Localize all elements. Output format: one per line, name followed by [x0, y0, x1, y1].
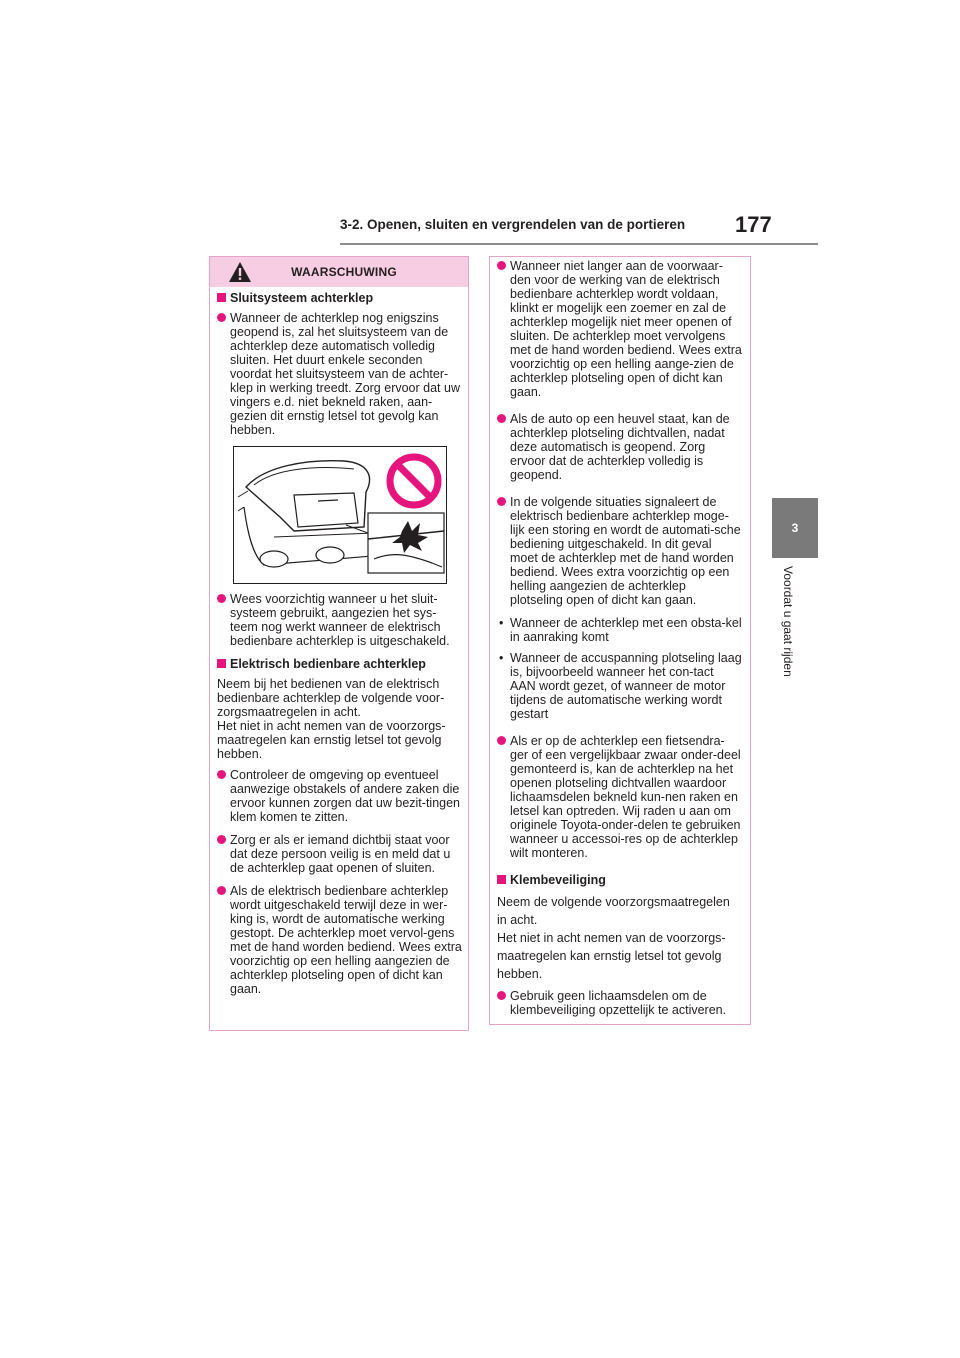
intro-paragraph: Neem bij het bedienen van de elektrisch bedienbare achterklep de volgende voor-zorgsmaatregelen in acht.	[217, 677, 445, 719]
warning-panel-left	[209, 256, 469, 1031]
section-heading-klem: Klembeveiliging	[497, 873, 742, 887]
list-item: Als de elektrisch bedienbare achterklep wordt uitgeschakeld terwijl deze in wer-king is, wordt de automatische werking gestopt. De achterklep moet vervol-gens met de hand worden bediend. Wees extra voorzichtig op een helling aangezien de achterklep plotseling open of dicht kan gaan.	[217, 884, 462, 996]
list-item: Zorg er als er iemand dichtbij staat voor dat deze persoon veilig is en meld dat u de achterklep gaat openen of sluiten.	[217, 833, 462, 875]
sub-list-item: • Wanneer de achterklep met een obsta-kel in aanraking komt	[497, 616, 742, 644]
warning-title: WAARSCHUWING	[291, 265, 397, 279]
warning-triangle-icon	[228, 261, 252, 283]
chapter-number: 3	[791, 521, 799, 535]
intro-paragraph: Neem de volgende voorzorgsmaatregelen in acht.	[497, 895, 730, 927]
tailgate-illustration-svg	[234, 447, 446, 583]
list-item: Controleer de omgeving op eventueel aanwezige obstakels of andere zaken die ervoor kunnen zorgen dat uw bezit-tingen klem komen te zitten.	[217, 768, 462, 824]
tailgate-warning-illustration	[233, 446, 447, 584]
list-item: In de volgende situaties signaleert de elektrisch bedienbare achterklep moge-lijk een storing en wordt de automati-sche bediening uitgeschakeld. In dit geval moet de achterklep met de hand worden bediend. Wees extra voorzichtig op een helling aangezien de achterklep plotseling open of dicht kan gaan.	[497, 495, 742, 607]
list-item: Wanneer niet langer aan de voorwaar-den voor de werking van de elektrisch bedienbare achterklep wordt voldaan, klinkt er mogelijk een zoemer en zal de achterklep mogelijk niet meer openen of sluiten. De achterklep moet vervolgens met de hand worden bediend. Wees extra voorzichtig op een helling aange-zien de achterklep plotseling open of dicht kan gaan.	[497, 259, 742, 399]
warning-panel-right	[489, 256, 751, 1025]
header-divider	[340, 243, 818, 245]
intro-paragraph-2: Het niet in acht nemen van de voorzorgs-maatregelen kan ernstig letsel tot gevolg hebben.	[497, 931, 726, 981]
list-item: Wees voorzichtig wanneer u het sluit-systeem gebruikt, aangezien het sys-teem nog werkt wanneer de elektrisch bedienbare achterklep is uitgeschakeld.	[217, 592, 462, 648]
page-number: 177	[735, 212, 772, 237]
section-heading-sluitsysteem: Sluitsysteem achterklep	[217, 291, 462, 305]
list-item: Als de auto op een heuvel staat, kan de achterklep plotseling dichtvallen, nadat deze automatisch is geopend. Zorg ervoor dat de achterklep volledig is geopend.	[497, 412, 742, 482]
warning-header	[210, 257, 468, 287]
sub-list-item: • Wanneer de accuspanning plotseling laag is, bijvoorbeeld wanneer het con-tact AAN wordt gezet, of wanneer de motor tijdens de automatische werking wordt gestart	[497, 651, 742, 721]
list-item: Wanneer de achterklep nog enigszins geopend is, zal het sluitsysteem van de achterklep deze automatisch volledig sluiten. Het duurt enkele seconden voordat het sluitsysteem van de achter-klep in werking treedt. Zorg ervoor dat uw vingers e.d. niet bekneld raken, aan-gezien dit ernstig letsel tot gevolg kan hebben.	[217, 311, 462, 437]
section-title: 3-2. Openen, sluiten en vergrendelen van de portieren	[340, 217, 686, 232]
list-item: Gebruik geen lichaamsdelen om de klembeveiliging opzettelijk te activeren.	[497, 989, 742, 1017]
list-item: Als er op de achterklep een fietsendra-ger of een vergelijkbaar zwaar onder-deel gemonteerd is, kan de achterklep na het openen plotseling dichtvallen waardoor lichaamsdelen bekneld kun-nen raken en letsel kan optreden. Wij raden u aan om originele Toyota-onder-delen te gebruiken wanneer u accessoi-res op de achterklep wilt monteren.	[497, 734, 742, 860]
chapter-title: Voordat u gaat rijden	[781, 566, 795, 677]
intro-paragraph-2: Het niet in acht nemen van de voorzorgs-maatregelen kan ernstig letsel tot gevolg hebben.	[217, 719, 446, 761]
chapter-tab	[772, 498, 818, 558]
section-heading-elektrisch: Elektrisch bedienbare achterklep	[217, 657, 462, 671]
